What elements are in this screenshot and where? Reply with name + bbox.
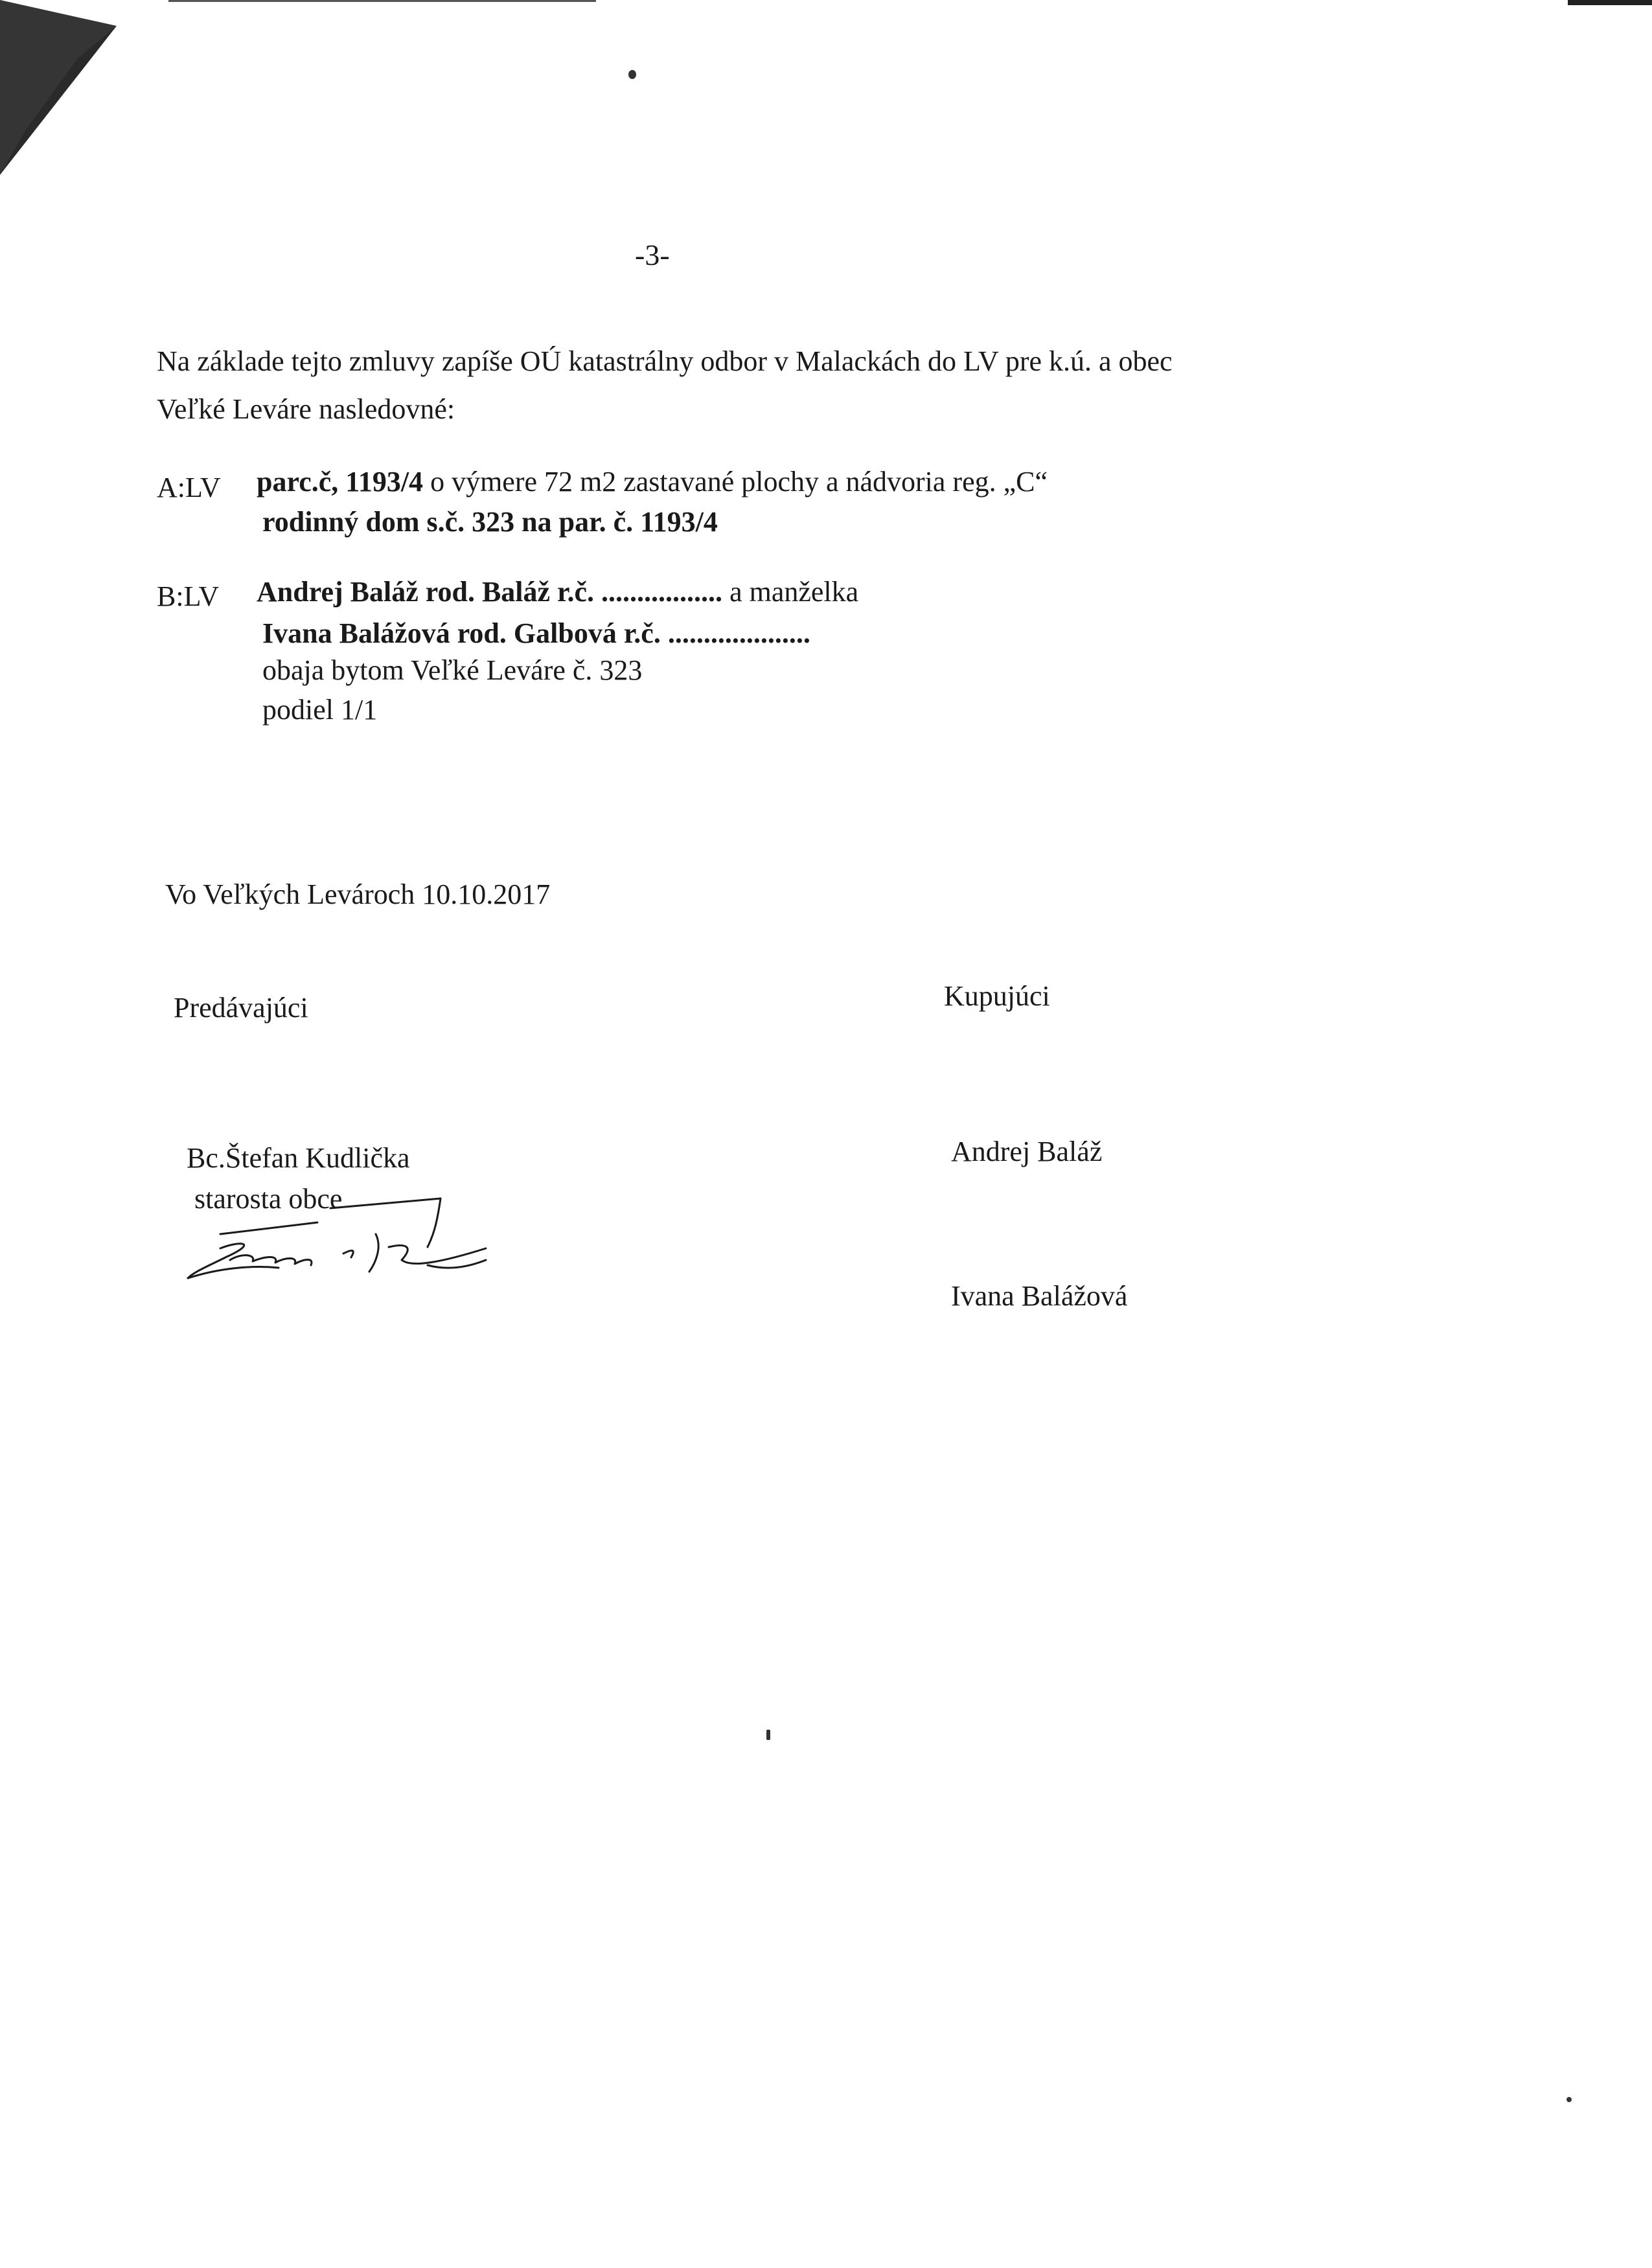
section-b-owner-2: Ivana Balážová rod. Galbová r.č. .................... [262, 617, 810, 649]
section-b-label: B:LV [157, 580, 220, 612]
section-b-spouse-note: a manželka [722, 576, 859, 608]
section-a-house: rodinný dom s.č. 323 na par. č. 1193/4 [262, 506, 718, 538]
scan-top-edge [168, 0, 596, 2]
section-b-share: podiel 1/1 [262, 694, 378, 726]
seller-role: starosta obce [194, 1183, 343, 1215]
intro-line-2: Veľké Leváre nasledovné: [157, 393, 455, 425]
intro-line-1: Na základe tejto zmluvy zapíše OÚ katastrálny odbor v Malackách do LV pre k.ú. a obec [157, 345, 1173, 377]
scan-speck [1566, 2097, 1572, 2102]
buyer-name-2: Ivana Balážová [951, 1280, 1128, 1312]
buyer-name-1: Andrej Baláž [951, 1136, 1103, 1167]
section-a-parcel-line [257, 465, 1048, 499]
place-and-date: Vo Veľkých Levároch 10.10.2017 [165, 878, 551, 910]
page-number: -3- [635, 238, 670, 271]
section-a-parcel-number: parc.č, 1193/4 [257, 466, 424, 498]
seller-name: Bc.Štefan Kudlička [187, 1142, 410, 1174]
scan-speck [628, 70, 636, 79]
scan-top-right-edge [1568, 0, 1652, 5]
scan-speck [766, 1730, 770, 1740]
section-a-parcel-description: o výmere 72 m2 zastavané plochy a nádvoria reg. „C“ [423, 466, 1048, 498]
section-b-owner-1-line [257, 575, 858, 610]
section-b-owner-1: Andrej Baláž rod. Baláž r.č. ................. [257, 576, 723, 608]
scan-corner-shadow [0, 0, 117, 181]
seller-signature [181, 1195, 492, 1286]
seller-heading: Predávajúci [174, 992, 308, 1024]
section-a-label: A:LV [157, 472, 221, 503]
section-b-residence: obaja bytom Veľké Leváre č. 323 [262, 654, 643, 686]
buyer-heading: Kupujúci [944, 980, 1050, 1012]
